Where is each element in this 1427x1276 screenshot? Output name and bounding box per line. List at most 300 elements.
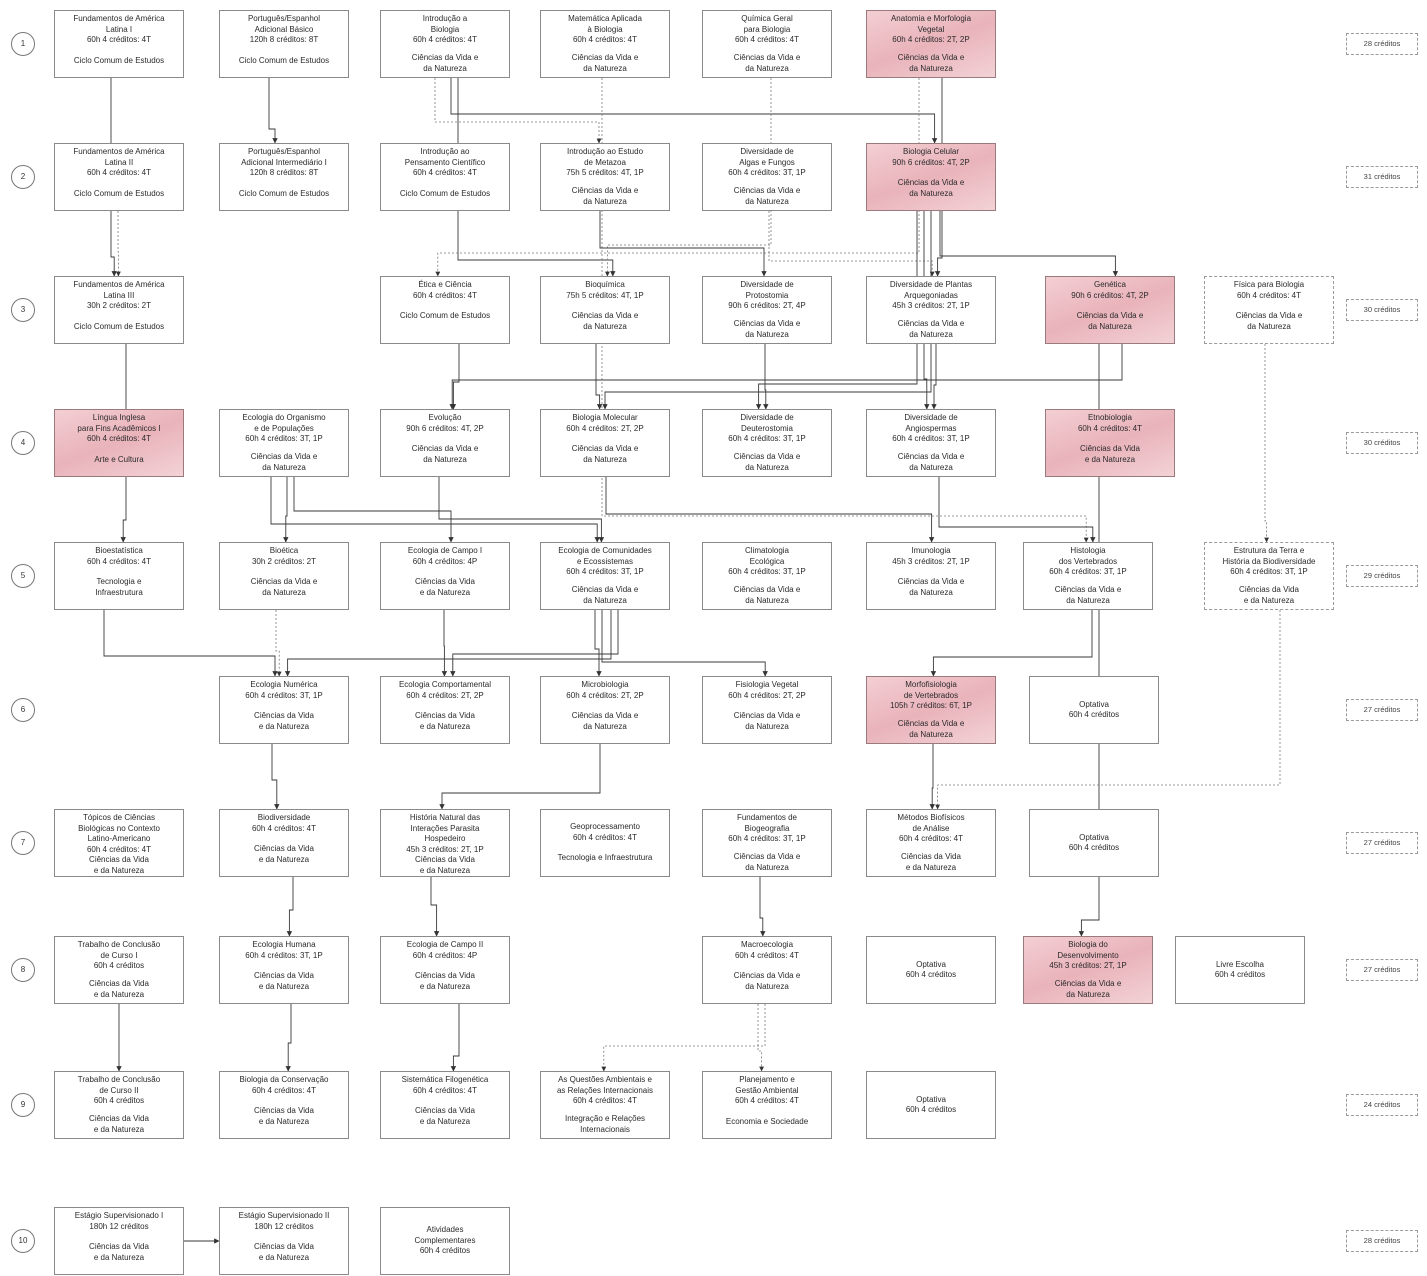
semester-number: 10 — [11, 1229, 35, 1253]
course-box-bcons — [219, 1071, 349, 1139]
prerequisite-arrow-pe1-pe2 — [269, 78, 275, 143]
course-box-mbf — [866, 809, 996, 877]
course-text-line: 90h 6 créditos: 4T, 2P — [406, 423, 484, 433]
prerequisite-arrow-hist-mfv — [933, 610, 1092, 676]
course-text-line — [384, 701, 506, 711]
course-text-line: Matemática Aplicada — [568, 14, 642, 23]
course-text-line — [384, 961, 506, 971]
course-text-line: Biológicas no Contexto — [78, 823, 160, 833]
course-text-line: 60h 4 créditos: 2T, 2P — [406, 690, 484, 700]
course-text-line: Biologia da Conservação — [239, 1075, 329, 1084]
course-text-line: da Natureza — [1247, 321, 1291, 331]
course-text-line: Português/Espanhol — [247, 147, 321, 156]
course-text-line: Ecologia Comportamental — [398, 680, 492, 689]
course-box-hnat — [380, 809, 510, 877]
course-text-line: dos Vertebrados — [1058, 556, 1118, 566]
course-box-qui — [702, 10, 832, 78]
course-text-line: 60h 4 créditos: 4T — [251, 823, 317, 833]
course-text-line: Macroecologia — [740, 940, 794, 949]
course-text-line: Optativa — [1079, 832, 1109, 842]
course-text-line — [544, 843, 666, 853]
course-text-line: Biogeografia — [744, 823, 790, 833]
course-text-line: da Natureza — [745, 196, 789, 206]
course-text-line: da Natureza — [423, 454, 467, 464]
course-text-line — [384, 301, 506, 311]
course-text-line: 45h 3 créditos: 2T, 1P — [406, 844, 484, 854]
semester-number: 7 — [11, 831, 35, 855]
course-text-line — [58, 46, 180, 56]
course-text-line: Optativa — [1079, 699, 1109, 709]
course-text-line: 60h 4 créditos: 2T, 2P — [728, 690, 806, 700]
course-text-line — [870, 712, 992, 720]
course-box-opt6 — [1029, 676, 1159, 744]
course-text-line: para Biologia — [743, 24, 791, 34]
course-text-line: Ciências da Vida — [89, 1114, 149, 1123]
semester-number: 2 — [11, 165, 35, 189]
course-text-line: Optativa — [916, 959, 946, 969]
course-text-line: Ciências da Vida e — [897, 53, 965, 62]
course-text-line: 60h 4 créditos: 4T — [251, 1085, 317, 1095]
course-text-line: Latina II — [104, 157, 134, 167]
prerequisite-arrow-ecc2-sfil — [453, 1004, 459, 1071]
course-text-line: Tópicos de Ciências — [82, 813, 156, 822]
course-text-line: Protostomia — [745, 290, 789, 300]
course-text-line: 60h 4 créditos: 4T — [734, 35, 800, 44]
course-text-line: da Natureza — [745, 329, 789, 339]
prerequisite-arrow-dpla-dang — [934, 344, 936, 409]
course-text-line: Latina I — [105, 24, 133, 34]
course-box-ecc2 — [380, 936, 510, 1004]
course-text-line: Ciências da Vida e — [897, 577, 965, 586]
course-box-enum — [219, 676, 349, 744]
course-text-line: As Questões Ambientais e — [558, 1075, 652, 1084]
course-text-line: da Natureza — [583, 595, 627, 605]
course-text-line: 60h 4 créditos: 4T — [572, 1096, 638, 1105]
course-text-line: e Ecossistemas — [576, 556, 634, 566]
course-text-line: e da Natureza — [1084, 454, 1136, 464]
course-text-line: Diversidade de — [740, 413, 794, 422]
course-box-fal1 — [54, 10, 184, 78]
course-text-line: Ciências da Vida e — [250, 577, 318, 586]
course-text-line: Ciclo Comum de Estudos — [399, 188, 491, 198]
course-text-line: Ciências da Vida — [89, 979, 149, 988]
course-text-line: Português/Espanhol — [247, 14, 321, 23]
course-box-ehum — [219, 936, 349, 1004]
course-text-line: Diversidade de — [740, 147, 794, 156]
course-text-line: Trabalho de Conclusão — [77, 940, 161, 949]
course-text-line: e da Natureza — [93, 1252, 145, 1262]
course-text-line: Física para Biologia — [1233, 280, 1305, 289]
course-text-line: 90h 6 créditos: 4T, 2P — [1071, 290, 1149, 300]
course-text-line: Ciências da Vida — [89, 855, 149, 864]
prerequisite-arrow-bmol-imu — [606, 477, 932, 542]
prerequisite-arrow-ecom-micro — [595, 610, 599, 676]
course-text-line: da Natureza — [909, 329, 953, 339]
course-text-line: Ciências da Vida e — [733, 53, 801, 62]
course-text-line — [870, 845, 992, 853]
course-text-line: da Natureza — [423, 63, 467, 73]
course-text-line: Etnobiologia — [1087, 413, 1133, 422]
prerequisite-arrow-mac-qamb — [604, 1004, 765, 1071]
course-text-line: Microbiologia — [581, 680, 629, 689]
prerequisite-arrow-micro-hnat — [442, 744, 600, 809]
course-text-line: Histologia — [1070, 546, 1106, 555]
course-text-line — [870, 168, 992, 178]
course-text-line: 60h 4 créditos: 3T, 1P — [566, 567, 644, 576]
course-text-line: de Curso I — [100, 950, 138, 960]
course-text-line: 60h 4 créditos: 4T — [86, 844, 152, 854]
course-text-line: Anatomia e Morfologia — [890, 14, 972, 23]
course-text-line: e da Natureza — [258, 981, 310, 991]
course-text-line: 120h 8 créditos: 8T — [249, 35, 319, 44]
course-text-line: da Natureza — [909, 188, 953, 198]
course-text-line — [1208, 301, 1330, 311]
course-text-line: Fundamentos de América — [73, 280, 165, 289]
course-text-line — [870, 567, 992, 577]
course-text-line — [544, 701, 666, 711]
course-text-line: 90h 6 créditos: 4T, 2P — [892, 157, 970, 167]
course-box-eterra — [1204, 542, 1334, 610]
course-text-line: da Natureza — [745, 462, 789, 472]
course-box-tcc2 — [54, 1071, 184, 1139]
course-text-line: Ciclo Comum de Estudos — [73, 55, 165, 65]
course-text-line: Ciências da Vida e — [1235, 311, 1303, 320]
prerequisite-arrow-fbio-mac — [760, 877, 763, 936]
course-text-line: 60h 4 créditos: 4T — [86, 168, 152, 177]
course-text-line: 60h 4 créditos: 3T, 1P — [728, 434, 806, 443]
course-box-clim — [702, 542, 832, 610]
course-box-ecom — [540, 542, 670, 610]
prerequisite-arrow-biod-ehum — [289, 877, 293, 936]
course-text-line: Ecologia de Comunidades — [558, 546, 652, 555]
course-text-line: 60h 4 créditos — [419, 1246, 471, 1256]
course-text-line: Fundamentos de — [736, 813, 798, 822]
course-text-line: 60h 4 créditos — [1068, 710, 1120, 719]
course-box-iem — [540, 143, 670, 211]
course-text-line — [58, 179, 180, 189]
course-box-opt8 — [866, 936, 996, 1004]
course-text-line: Ciências da Vida e — [411, 53, 479, 62]
semester-number: 9 — [11, 1093, 35, 1117]
course-text-line: e da Natureza — [258, 1116, 310, 1126]
course-text-line: da Natureza — [745, 63, 789, 73]
course-text-line: Ciclo Comum de Estudos — [73, 321, 165, 331]
course-text-line: Interações Parasita — [410, 823, 480, 833]
prerequisite-arrow-ibio-bcel — [451, 78, 935, 143]
course-text-line — [223, 701, 345, 711]
course-text-line — [223, 46, 345, 56]
course-text-line: História Natural das — [409, 813, 481, 822]
course-text-line: da Natureza — [1066, 595, 1110, 605]
course-text-line: e da Natureza — [905, 862, 957, 872]
course-text-line: 60h 4 créditos: 3T, 1P — [728, 834, 806, 843]
course-text-line: Latino-Americano — [87, 834, 151, 843]
course-text-line: 75h 5 créditos: 4T, 1P — [566, 168, 644, 177]
course-text-line: 45h 3 créditos: 2T, 1P — [1049, 961, 1127, 970]
course-text-line: Biodiversidade — [257, 813, 311, 822]
course-text-line — [544, 578, 666, 586]
course-text-line: Ciências da Vida e — [897, 452, 965, 461]
course-text-line — [223, 567, 345, 577]
course-text-line: Ciências da Vida e — [897, 319, 965, 328]
semester-credits: 27 créditos — [1346, 832, 1418, 854]
course-box-mac — [702, 936, 832, 1004]
course-text-line: 60h 4 créditos: 2T, 2P — [892, 35, 970, 44]
prerequisite-arrow-iem-dpro — [600, 211, 764, 276]
prerequisite-arrow-etic-evo — [453, 344, 459, 409]
course-text-line: Adicional Básico — [254, 24, 314, 34]
course-text-line: 60h 4 créditos — [93, 961, 145, 970]
course-box-sfil — [380, 1071, 510, 1139]
course-text-line: Ciclo Comum de Estudos — [399, 311, 491, 320]
course-text-line: e de Populações — [254, 423, 314, 433]
course-box-best — [54, 542, 184, 610]
course-text-line: Fundamentos de América — [73, 14, 165, 23]
prerequisite-arrow-daf-dpla — [769, 211, 932, 276]
course-text-line: Ecologia do Organismo — [242, 413, 326, 422]
course-text-line: Ciências da Vida e — [571, 53, 639, 62]
course-text-line: 60h 4 créditos — [1068, 843, 1120, 852]
course-text-line — [544, 179, 666, 187]
course-text-line — [58, 1232, 180, 1242]
course-box-daf — [702, 143, 832, 211]
prerequisite-arrow-ecom-ecomp — [453, 610, 618, 676]
course-text-line — [706, 445, 828, 453]
course-text-line: Ecologia de Campo I — [407, 546, 483, 555]
course-text-line: Atividades — [426, 1225, 464, 1235]
semester-credits: 24 créditos — [1346, 1094, 1418, 1116]
course-text-line: e da Natureza — [93, 865, 145, 875]
course-text-line: Ciências da Vida — [89, 1242, 149, 1251]
course-text-line: Ciências da Vida — [901, 852, 961, 861]
prerequisite-arrow-gen-evo — [452, 344, 1122, 409]
course-text-line — [706, 961, 828, 971]
course-box-bcel — [866, 143, 996, 211]
semester-credits: 31 créditos — [1346, 166, 1418, 188]
course-box-bdes — [1023, 936, 1153, 1004]
semester-number: 4 — [11, 431, 35, 455]
course-text-line — [58, 567, 180, 577]
course-text-line: Língua Inglesa — [92, 413, 146, 422]
course-text-line: História da Biodiversidade — [1222, 556, 1316, 566]
course-text-line: Integração e Relações — [564, 1114, 646, 1123]
course-box-est1 — [54, 1207, 184, 1275]
semester-number: 1 — [11, 32, 35, 56]
course-text-line: Biologia do — [1068, 940, 1108, 949]
course-text-line: da Natureza — [262, 462, 306, 472]
course-text-line: Optativa — [916, 1094, 946, 1104]
course-text-line: de Curso II — [99, 1085, 139, 1095]
course-text-line: Ciências da Vida e — [1076, 311, 1144, 320]
prerequisite-arrow-bcel-gen — [940, 211, 1115, 276]
course-text-line: e da Natureza — [93, 1124, 145, 1134]
course-box-imu — [866, 542, 996, 610]
course-text-line: Ciências da Vida — [415, 1106, 475, 1115]
course-text-line: Tecnologia e — [96, 577, 142, 586]
course-text-line: 120h 8 créditos: 8T — [249, 168, 319, 177]
course-text-line: 60h 4 créditos: 3T, 1P — [892, 434, 970, 443]
course-text-line: Hospedeiro — [424, 834, 466, 843]
course-text-line: Ciências da Vida — [415, 855, 475, 864]
course-text-line: da Natureza — [262, 587, 306, 597]
course-box-biod — [219, 809, 349, 877]
course-text-line: Ciclo Comum de Estudos — [238, 188, 330, 198]
prerequisite-arrow-hnat-ecc2 — [431, 877, 437, 936]
course-text-line: Bioestatística — [95, 546, 143, 555]
course-text-line: Ciências da Vida — [1239, 585, 1299, 594]
course-text-line: da Natureza — [583, 454, 627, 464]
course-text-line: e da Natureza — [93, 989, 145, 999]
course-box-ipc — [380, 143, 510, 211]
course-text-line — [544, 301, 666, 311]
course-text-line: Planejamento e — [739, 1075, 795, 1084]
course-text-line: 75h 5 créditos: 4T, 1P — [566, 290, 644, 300]
course-text-line — [223, 1232, 345, 1242]
course-box-ativ — [380, 1207, 510, 1275]
course-text-line: e da Natureza — [258, 854, 310, 864]
course-text-line: Imunologia — [911, 546, 951, 555]
course-text-line: Introdução a — [422, 14, 468, 23]
course-text-line: Ciências da Vida e — [571, 585, 639, 594]
course-text-line: 60h 4 créditos: 4T — [1236, 290, 1302, 300]
course-text-line: de Metazoa — [584, 157, 626, 167]
course-text-line: Ciências da Vida e — [733, 585, 801, 594]
course-box-etic — [380, 276, 510, 344]
course-text-line: Química Geral — [741, 14, 793, 23]
course-text-line: Complementares — [414, 1235, 476, 1245]
course-text-line: à Biologia — [587, 24, 623, 34]
course-text-line: da Natureza — [909, 63, 953, 73]
course-text-line: 60h 4 créditos: 4T — [86, 434, 152, 443]
prerequisite-arrow-biet-enum — [276, 610, 279, 676]
course-text-line: 60h 4 créditos: 4T — [86, 35, 152, 44]
course-text-line — [870, 312, 992, 320]
course-text-line: 60h 4 créditos — [905, 1105, 957, 1114]
course-text-line: 60h 4 créditos — [93, 1096, 145, 1105]
course-text-line — [384, 567, 506, 577]
course-text-line — [1027, 972, 1149, 980]
semester-number: 5 — [11, 564, 35, 588]
course-box-est2 — [219, 1207, 349, 1275]
course-text-line: de Análise — [912, 823, 950, 833]
course-box-ddeu — [702, 409, 832, 477]
course-text-line: Ciências da Vida e — [411, 444, 479, 453]
course-text-line: Sistemática Filogenética — [401, 1075, 489, 1084]
course-text-line: Climatologia — [744, 546, 790, 555]
course-text-line: Ecologia Humana — [252, 940, 316, 949]
prerequisite-arrow-ibio-iem — [435, 78, 599, 143]
course-text-line: Métodos Biofísicos — [897, 813, 965, 822]
course-box-ecomp — [380, 676, 510, 744]
course-box-dang — [866, 409, 996, 477]
course-box-fveg — [702, 676, 832, 744]
course-text-line: Ciências da Vida e — [733, 852, 801, 861]
prerequisite-arrow-ehum-bcons — [288, 1004, 291, 1071]
course-text-line: Diversidade de — [904, 413, 958, 422]
course-text-line: Vegetal — [917, 24, 945, 34]
semester-credits: 28 créditos — [1346, 33, 1418, 55]
course-text-line: Arte e Cultura — [94, 454, 144, 464]
course-text-line: 180h 12 créditos — [89, 1221, 149, 1231]
course-text-line: 60h 4 créditos: 4T — [412, 168, 478, 177]
course-box-qamb — [540, 1071, 670, 1139]
prerequisite-arrow-ecom-fveg — [602, 610, 765, 676]
prerequisite-arrow-eco-ecc1 — [294, 477, 451, 542]
course-text-line: da Natureza — [583, 721, 627, 731]
course-text-line: Ciências da Vida e — [1054, 979, 1122, 988]
semester-number: 3 — [11, 298, 35, 322]
course-text-line: Estágio Supervisionado II — [238, 1211, 330, 1220]
course-text-line: Introdução ao — [420, 147, 470, 156]
course-text-line: Ciclo Comum de Estudos — [238, 55, 330, 65]
course-text-line: Ciências da Vida e — [250, 452, 318, 461]
course-text-line: 45h 3 créditos: 2T, 1P — [892, 556, 970, 566]
course-text-line: Ciências da Vida — [415, 577, 475, 586]
course-text-line: Ciências da Vida e — [733, 186, 801, 195]
course-text-line: Ecologia Numérica — [250, 680, 318, 689]
course-text-line: da Natureza — [583, 321, 627, 331]
course-text-line: Ciências da Vida e — [571, 711, 639, 720]
course-box-mat — [540, 10, 670, 78]
course-text-line: Estágio Supervisionado I — [74, 1211, 164, 1220]
course-box-fal3 — [54, 276, 184, 344]
prerequisite-arrow-mfv-mbf — [932, 744, 933, 809]
course-text-line: e da Natureza — [419, 1116, 471, 1126]
course-text-line: Adicional Intermediário I — [241, 157, 327, 167]
course-text-line — [1027, 578, 1149, 586]
course-text-line: 60h 4 créditos: 4T — [572, 832, 638, 842]
course-box-hist — [1023, 542, 1153, 610]
course-text-line: Bioquímica — [585, 280, 625, 289]
course-text-line: 30h 2 créditos: 2T — [86, 301, 152, 310]
course-text-line: Bioética — [269, 546, 299, 555]
course-text-line: Ciências da Vida e — [733, 319, 801, 328]
course-text-line: Ciências da Vida — [254, 1106, 314, 1115]
semester-credits: 28 créditos — [1346, 1230, 1418, 1252]
course-box-etn — [1045, 409, 1175, 477]
course-text-line: da Natureza — [745, 862, 789, 872]
course-box-fal2 — [54, 143, 184, 211]
course-text-line — [706, 179, 828, 187]
prerequisite-arrow-bioq-bmol — [596, 344, 600, 409]
course-text-line: 30h 2 créditos: 2T — [251, 556, 317, 566]
course-text-line: e da Natureza — [419, 865, 471, 875]
course-box-ibio — [380, 10, 510, 78]
course-text-line: Diversidade de — [740, 280, 794, 289]
semester-credits: 27 créditos — [1346, 699, 1418, 721]
prerequisite-arrow-ecom-enum — [288, 610, 611, 676]
course-text-line: 105h 7 créditos: 6T, 1P — [890, 701, 972, 710]
course-text-line: 60h 4 créditos: 2T, 2P — [566, 423, 644, 433]
course-text-line: 60h 4 créditos: 3T, 1P — [245, 690, 323, 700]
course-text-line — [706, 312, 828, 320]
prerequisite-arrow-dpro-ddeu — [765, 344, 766, 409]
course-text-line: Algas e Fungos — [739, 157, 795, 167]
course-text-line: 60h 4 créditos: 3T, 1P — [728, 168, 806, 177]
course-text-line — [384, 179, 506, 189]
course-text-line: da Natureza — [909, 729, 953, 739]
course-text-line: Livre Escolha — [1215, 959, 1265, 969]
course-text-line: Desenvolvimento — [1057, 950, 1119, 960]
prerequisite-arrow-evo-ecom — [439, 477, 601, 542]
course-text-line: Ciências da Vida — [254, 1242, 314, 1251]
course-text-line: Trabalho de Conclusão — [77, 1075, 161, 1084]
course-text-line — [384, 46, 506, 54]
course-box-dpro — [702, 276, 832, 344]
course-text-line: da Natureza — [909, 462, 953, 472]
semester-credits: 27 créditos — [1346, 959, 1418, 981]
course-text-line — [544, 434, 666, 444]
